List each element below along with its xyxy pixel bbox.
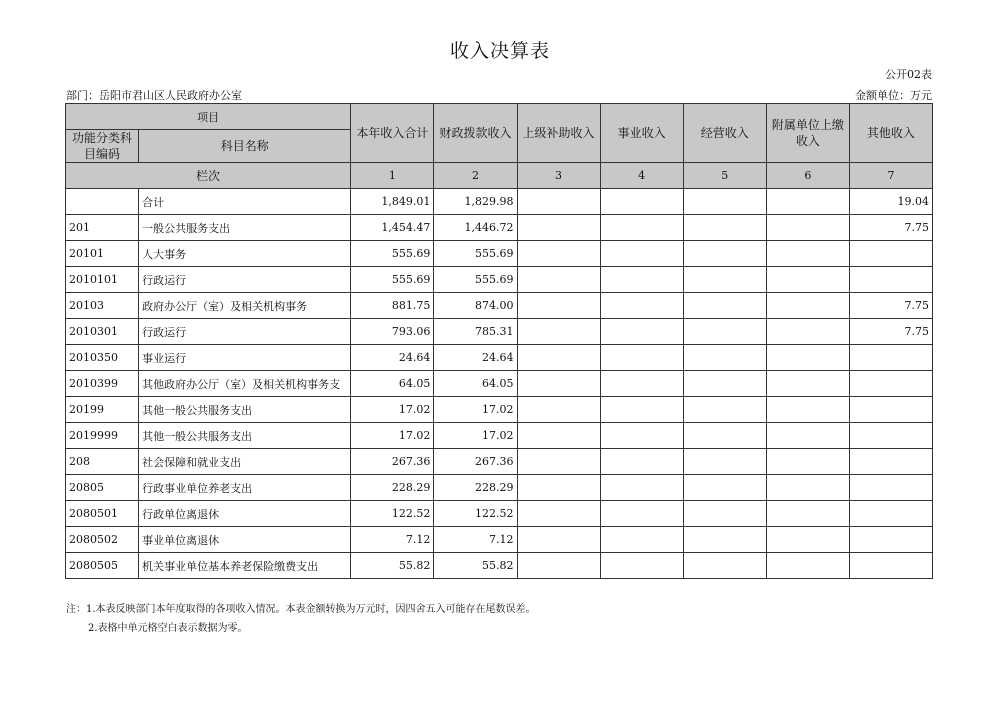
cell-name: 其他一般公共服务支出 [139, 423, 351, 449]
cell-name: 行政运行 [139, 267, 351, 293]
cell-name: 一般公共服务支出 [139, 215, 351, 241]
cell-empty [517, 293, 600, 319]
cell-code [66, 189, 139, 215]
cell-total: 228.29 [351, 475, 434, 501]
cell-total: 122.52 [351, 501, 434, 527]
cell-other: 19.04 [849, 189, 932, 215]
cell-empty [517, 449, 600, 475]
cell-empty [766, 319, 849, 345]
cell-empty [517, 423, 600, 449]
cell-fiscal: 64.05 [434, 371, 517, 397]
cell-empty [517, 241, 600, 267]
col-num: 4 [600, 163, 683, 189]
cell-name: 政府办公厅（室）及相关机构事务 [139, 293, 351, 319]
cell-total: 55.82 [351, 553, 434, 579]
cell-code: 2019999 [66, 423, 139, 449]
cell-empty [517, 319, 600, 345]
header-upper-subsidy: 上级补助收入 [517, 104, 600, 163]
cell-empty [683, 501, 766, 527]
cell-total: 555.69 [351, 241, 434, 267]
cell-code: 2010399 [66, 371, 139, 397]
cell-name: 机关事业单位基本养老保险缴费支出 [139, 553, 351, 579]
cell-empty [600, 527, 683, 553]
cell-code: 20199 [66, 397, 139, 423]
cell-other [849, 371, 932, 397]
cell-empty [600, 553, 683, 579]
cell-fiscal: 874.00 [434, 293, 517, 319]
cell-empty [766, 423, 849, 449]
cell-fiscal: 122.52 [434, 501, 517, 527]
unit-label: 金额单位：万元 [855, 89, 932, 102]
cell-code: 201 [66, 215, 139, 241]
cell-name: 事业运行 [139, 345, 351, 371]
cell-code: 2010301 [66, 319, 139, 345]
table-row [66, 319, 933, 345]
cell-fiscal: 267.36 [434, 449, 517, 475]
cell-fiscal: 228.29 [434, 475, 517, 501]
cell-other [849, 345, 932, 371]
table-row [66, 371, 933, 397]
header-affiliated: 附属单位上缴收入 [766, 104, 849, 163]
form-code: 公开02表 [885, 68, 932, 81]
cell-empty [766, 449, 849, 475]
cell-empty [600, 241, 683, 267]
cell-total: 1,454.47 [351, 215, 434, 241]
cell-other [849, 553, 932, 579]
cell-empty [766, 267, 849, 293]
cell-empty [600, 449, 683, 475]
cell-empty [517, 215, 600, 241]
cell-empty [517, 475, 600, 501]
note-2: 2.表格中单元格空白表示数据为零。 [88, 623, 248, 634]
cell-empty [683, 371, 766, 397]
cell-code: 2010350 [66, 345, 139, 371]
col-num: 3 [517, 163, 600, 189]
footnotes [66, 600, 536, 638]
cell-other [849, 423, 932, 449]
cell-code: 2080501 [66, 501, 139, 527]
cell-code: 208 [66, 449, 139, 475]
header-operating: 经营收入 [683, 104, 766, 163]
cell-empty [600, 475, 683, 501]
cell-other: 7.75 [849, 215, 932, 241]
header-column-index: 栏次 [66, 163, 351, 189]
cell-fiscal: 24.64 [434, 345, 517, 371]
table-row [66, 241, 933, 267]
cell-other [849, 475, 932, 501]
cell-code: 20101 [66, 241, 139, 267]
cell-fiscal: 1,446.72 [434, 215, 517, 241]
cell-other [849, 501, 932, 527]
cell-empty [600, 371, 683, 397]
cell-empty [517, 527, 600, 553]
table-row [66, 475, 933, 501]
table-row [66, 553, 933, 579]
cell-name: 行政事业单位养老支出 [139, 475, 351, 501]
cell-empty [600, 319, 683, 345]
cell-fiscal: 7.12 [434, 527, 517, 553]
cell-empty [683, 215, 766, 241]
cell-empty [683, 293, 766, 319]
table-row [66, 189, 933, 215]
col-num: 2 [434, 163, 517, 189]
cell-code: 20805 [66, 475, 139, 501]
cell-other [849, 449, 932, 475]
cell-empty [766, 293, 849, 319]
cell-empty [766, 189, 849, 215]
cell-name: 行政单位离退休 [139, 501, 351, 527]
header-subject-name: 科目名称 [139, 130, 351, 163]
cell-total: 64.05 [351, 371, 434, 397]
cell-name: 人大事务 [139, 241, 351, 267]
cell-code: 2080505 [66, 553, 139, 579]
cell-empty [766, 371, 849, 397]
cell-name: 行政运行 [139, 319, 351, 345]
cell-empty [683, 423, 766, 449]
header-fiscal: 财政拨款收入 [434, 104, 517, 163]
cell-empty [766, 397, 849, 423]
cell-name: 其他一般公共服务支出 [139, 397, 351, 423]
cell-empty [600, 397, 683, 423]
cell-fiscal: 17.02 [434, 397, 517, 423]
header-func-code: 功能分类科目编码 [66, 130, 139, 163]
cell-total: 7.12 [351, 527, 434, 553]
cell-empty [766, 527, 849, 553]
cell-empty [683, 397, 766, 423]
cell-total: 1,849.01 [351, 189, 434, 215]
cell-empty [766, 345, 849, 371]
page-title: 收入决算表 [449, 40, 550, 62]
col-num: 1 [351, 163, 434, 189]
note-1: 注：1.本表反映部门本年度取得的各项收入情况。本表金额转换为万元时，因四舍五入可能存在尾数误差。 [66, 604, 536, 615]
cell-empty [600, 345, 683, 371]
cell-fiscal: 55.82 [434, 553, 517, 579]
cell-total: 881.75 [351, 293, 434, 319]
cell-empty [683, 449, 766, 475]
cell-empty [766, 553, 849, 579]
cell-other [849, 241, 932, 267]
cell-empty [766, 215, 849, 241]
cell-empty [517, 397, 600, 423]
table-row [66, 397, 933, 423]
cell-empty [600, 189, 683, 215]
cell-fiscal: 555.69 [434, 267, 517, 293]
cell-fiscal: 785.31 [434, 319, 517, 345]
cell-other: 7.75 [849, 293, 932, 319]
cell-empty [517, 553, 600, 579]
cell-name: 其他政府办公厅（室）及相关机构事务支 [139, 371, 351, 397]
cell-empty [683, 189, 766, 215]
cell-empty [600, 293, 683, 319]
cell-empty [517, 371, 600, 397]
cell-total: 17.02 [351, 423, 434, 449]
cell-other [849, 397, 932, 423]
cell-empty [600, 423, 683, 449]
cell-empty [683, 527, 766, 553]
cell-other: 7.75 [849, 319, 932, 345]
header-project: 项目 [66, 104, 351, 130]
table-row [66, 293, 933, 319]
cell-code: 20103 [66, 293, 139, 319]
col-num: 6 [766, 163, 849, 189]
cell-code: 2010101 [66, 267, 139, 293]
cell-empty [600, 267, 683, 293]
cell-code: 2080502 [66, 527, 139, 553]
cell-empty [600, 215, 683, 241]
cell-empty [517, 267, 600, 293]
cell-empty [766, 475, 849, 501]
cell-other [849, 267, 932, 293]
table-row [66, 527, 933, 553]
cell-name: 合计 [139, 189, 351, 215]
cell-total: 793.06 [351, 319, 434, 345]
cell-empty [600, 501, 683, 527]
cell-empty [683, 267, 766, 293]
cell-total: 555.69 [351, 267, 434, 293]
cell-empty [517, 345, 600, 371]
cell-fiscal: 555.69 [434, 241, 517, 267]
cell-empty [766, 241, 849, 267]
cell-other [849, 527, 932, 553]
cell-empty [683, 345, 766, 371]
table-row [66, 423, 933, 449]
department-label: 部门：岳阳市君山区人民政府办公室 [66, 89, 242, 102]
header-total: 本年收入合计 [351, 104, 434, 163]
cell-empty [766, 501, 849, 527]
table-row [66, 215, 933, 241]
cell-empty [683, 553, 766, 579]
cell-fiscal: 1,829.98 [434, 189, 517, 215]
table-row [66, 267, 933, 293]
header-business: 事业收入 [600, 104, 683, 163]
cell-name: 事业单位离退休 [139, 527, 351, 553]
col-num: 5 [683, 163, 766, 189]
cell-empty [683, 475, 766, 501]
table-row [66, 449, 933, 475]
cell-empty [517, 189, 600, 215]
cell-total: 24.64 [351, 345, 434, 371]
header-other: 其他收入 [849, 104, 932, 163]
cell-empty [683, 241, 766, 267]
col-num: 7 [849, 163, 932, 189]
cell-empty [517, 501, 600, 527]
income-table [65, 103, 933, 579]
table-row [66, 501, 933, 527]
cell-empty [683, 319, 766, 345]
cell-name: 社会保障和就业支出 [139, 449, 351, 475]
cell-fiscal: 17.02 [434, 423, 517, 449]
table-row [66, 345, 933, 371]
cell-total: 267.36 [351, 449, 434, 475]
cell-total: 17.02 [351, 397, 434, 423]
